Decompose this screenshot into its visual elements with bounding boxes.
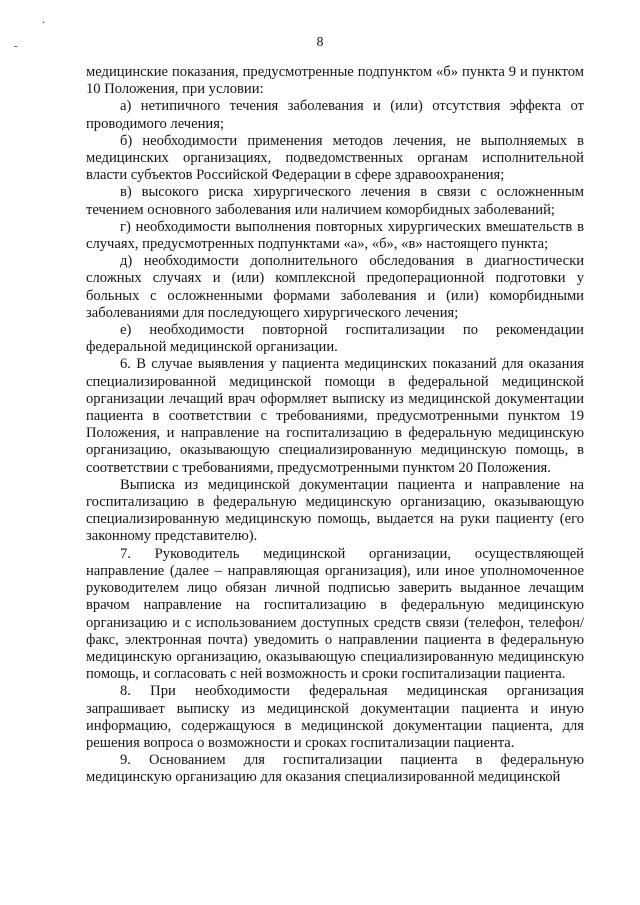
paragraph-clause-9: 9. Основанием для госпитализации пациента в федеральную медицинскую организацию для оказания специализированной медицинской <box>86 752 584 786</box>
paragraph-extract-issuance: Выписка из медицинской документации пациента и направление на госпитализацию в федеральную медицинскую организацию, оказывающую специализированную медицинскую помощь, выдается на руки пациенту (его законному представителю). <box>86 476 584 545</box>
paragraph-condition-d: д) необходимости дополнительного обследования в диагностически сложных случаях и (или) комплексной предоперационной подготовки у больных с осложненными формами заболевания и (или) коморбидными заболеваниями для последующего хирургического лечения; <box>86 253 584 321</box>
paragraph-clause-8: 8. При необходимости федеральная медицинская организация запрашивает выписку из медицинской документации пациента и иную информацию, содержащуюся в медицинской документации пациента, для решения вопроса о возможности и сроках госпитализации пациента. <box>86 683 584 751</box>
paragraph-condition-v: в) высокого риска хирургического лечения в связи с осложненным течением основного заболевания или наличием коморбидных заболеваний; <box>86 184 584 218</box>
paragraph-condition-b: б) необходимости применения методов лечения, не выполняемых в медицинских организациях, подведомственных органам исполнительной власти субъектов Российской Федерации в сфере здравоохранения; <box>86 132 584 184</box>
paragraph-clause-7: 7. Руководитель медицинской организации, осуществляющей направление (далее – направляющая организация), или иное уполномоченное руководителем лицо обязан личной подписью заверить выданное лечащим врачом направление на госпитализацию в федеральную медицинскую организацию и с использованием доступных средств связи (телефон, телефон/факс, электронная почта) уведомить о направлении пациента в федеральную медицинскую организацию, оказывающую специализированную медицинскую помощь, и согласовать с ней возможность и сроки госпитализации пациента. <box>86 545 584 683</box>
document-body <box>86 64 584 787</box>
page-number: 8 <box>316 35 324 50</box>
paragraph-clause-6: 6. В случае выявления у пациента медицинских показаний для оказания специализированной медицинской помощи в федеральной медицинской организации лечащий врач оформляет выписку из медицинской документации пациента в соответствии с требованиями, предусмотренными пунктом 19 Положения, и направление на госпитализацию в федеральную медицинскую организацию, оказывающую специализированную медицинскую помощь, в соответствии с требованиями, предусмотренными пунктом 20 Положения. <box>86 356 584 476</box>
paragraph-condition-a: а) нетипичного течения заболевания и (или) отсутствия эффекта от проводимого лечения; <box>86 98 584 132</box>
scan-dash-mark: - <box>14 40 18 52</box>
paragraph-condition-g: г) необходимости выполнения повторных хирургических вмешательств в случаях, предусмотренных подпунктами «а», «б», «в» настоящего пункта; <box>86 218 584 253</box>
scan-speck-mark: . <box>42 14 45 26</box>
paragraph-condition-e: е) необходимости повторной госпитализации по рекомендации федеральной медицинской организации. <box>86 322 584 356</box>
paragraph-continuation: медицинские показания, предусмотренные подпунктом «б» пункта 9 и пунктом 10 Положения, при условии: <box>86 64 584 98</box>
